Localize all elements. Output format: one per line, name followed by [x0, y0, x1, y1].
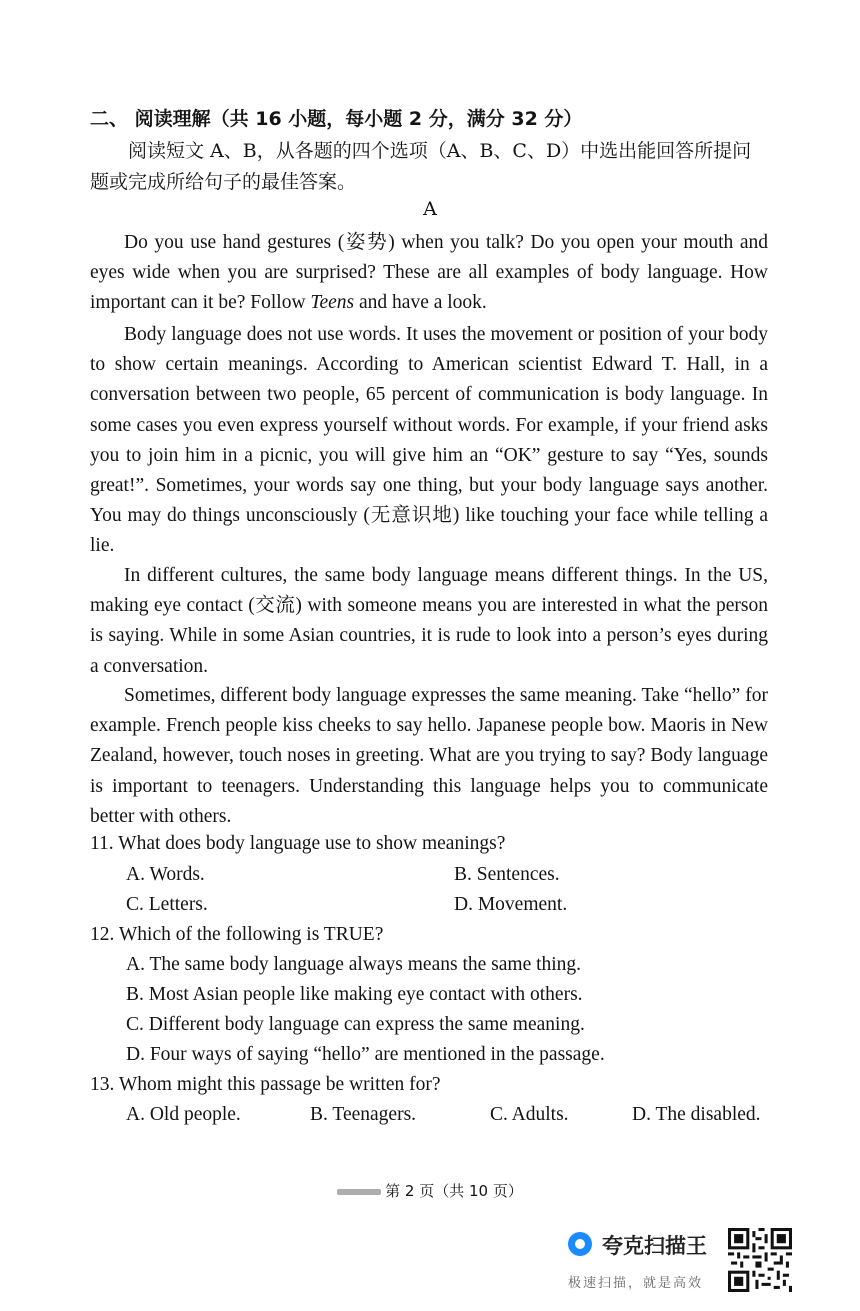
question-option: D. Movement.	[454, 894, 568, 915]
passage-paragraph: Sometimes, different body language expresses the same meaning. Take “hello” for example. French people kiss cheeks to say hello. Japanese people bow. Maoris in New Zealand, however, touch noses in greeting. What are you trying to say? Body language is important to teenagers. Understanding this language helps you to communicate better with others.	[90, 685, 768, 827]
section-instructions: 阅读短文 A、B，从各题的四个选项（A、B、C、D）中选出能回答所提问题或完成所给句子的最佳答案。	[90, 140, 752, 193]
question-option: D. The disabled.	[632, 1104, 761, 1125]
passage-paragraph: Do you use hand gestures (姿势) when you talk? Do you open your mouth and eyes wide when you are surprised? These are all examples of body language. How important can it be? Follow Teens and have a look.	[90, 232, 768, 314]
scan-smudge	[337, 1189, 381, 1195]
passage-paragraph: In different cultures, the same body language means different things. In the US, making eye contact (交流) with someone means you are interested in what the person is saying. While in some Asian countries, it is rude to look into a person’s eyes during a conversation.	[90, 565, 768, 677]
question-stem: 11. What does body language use to show meanings?	[90, 833, 506, 854]
question-option: B. Most Asian people like making eye contact with others.	[126, 984, 583, 1005]
question-option: C. Adults.	[490, 1104, 569, 1125]
question-option: A. Words.	[126, 864, 205, 885]
section-title: 二、 阅读理解（共 16 小题，每小题 2 分，满分 32 分）	[90, 108, 583, 130]
question-option: D. Four ways of saying “hello” are mentioned in the passage.	[126, 1044, 605, 1065]
question-option: A. The same body language always means the same thing.	[126, 954, 582, 975]
passage-paragraph: Body language does not use words. It uses the movement or position of your body to show certain meanings. According to American scientist Edward T. Hall, in a conversation between two people, 65 percent of communication is body language. In some cases you even express yourself without words. For example, if your friend asks you to join him in a picnic, you will give him an “OK” gesture to say “Yes, sounds great!”. Sometimes, your words say one thing, but your body language says another. You may do things unconsciously (无意识地) like touching your face while telling a lie.	[90, 324, 768, 557]
question-option: C. Different body language can express the same meaning.	[126, 1014, 585, 1035]
question-option: B. Teenagers.	[310, 1104, 417, 1125]
scanner-logo	[568, 1228, 728, 1264]
question-option: A. Old people.	[126, 1104, 241, 1125]
question-option: B. Sentences.	[454, 864, 560, 885]
page-footer	[0, 1180, 860, 1201]
question-stem: 13. Whom might this passage be written for?	[90, 1074, 441, 1095]
qr-code-icon	[728, 1228, 792, 1292]
scanner-logo-icon	[568, 1232, 592, 1256]
scanner-slogan: 极速扫描，就是高效	[568, 1276, 704, 1291]
magazine-name: Teens	[310, 292, 355, 314]
scanner-brand: 夸克扫描王	[602, 1234, 707, 1258]
question-option: C. Letters.	[126, 894, 208, 915]
passage-label: A	[423, 198, 437, 220]
question-stem: 12. Which of the following is TRUE?	[90, 924, 384, 945]
page-number-text: 第 2 页（共 10 页）	[385, 1182, 523, 1200]
